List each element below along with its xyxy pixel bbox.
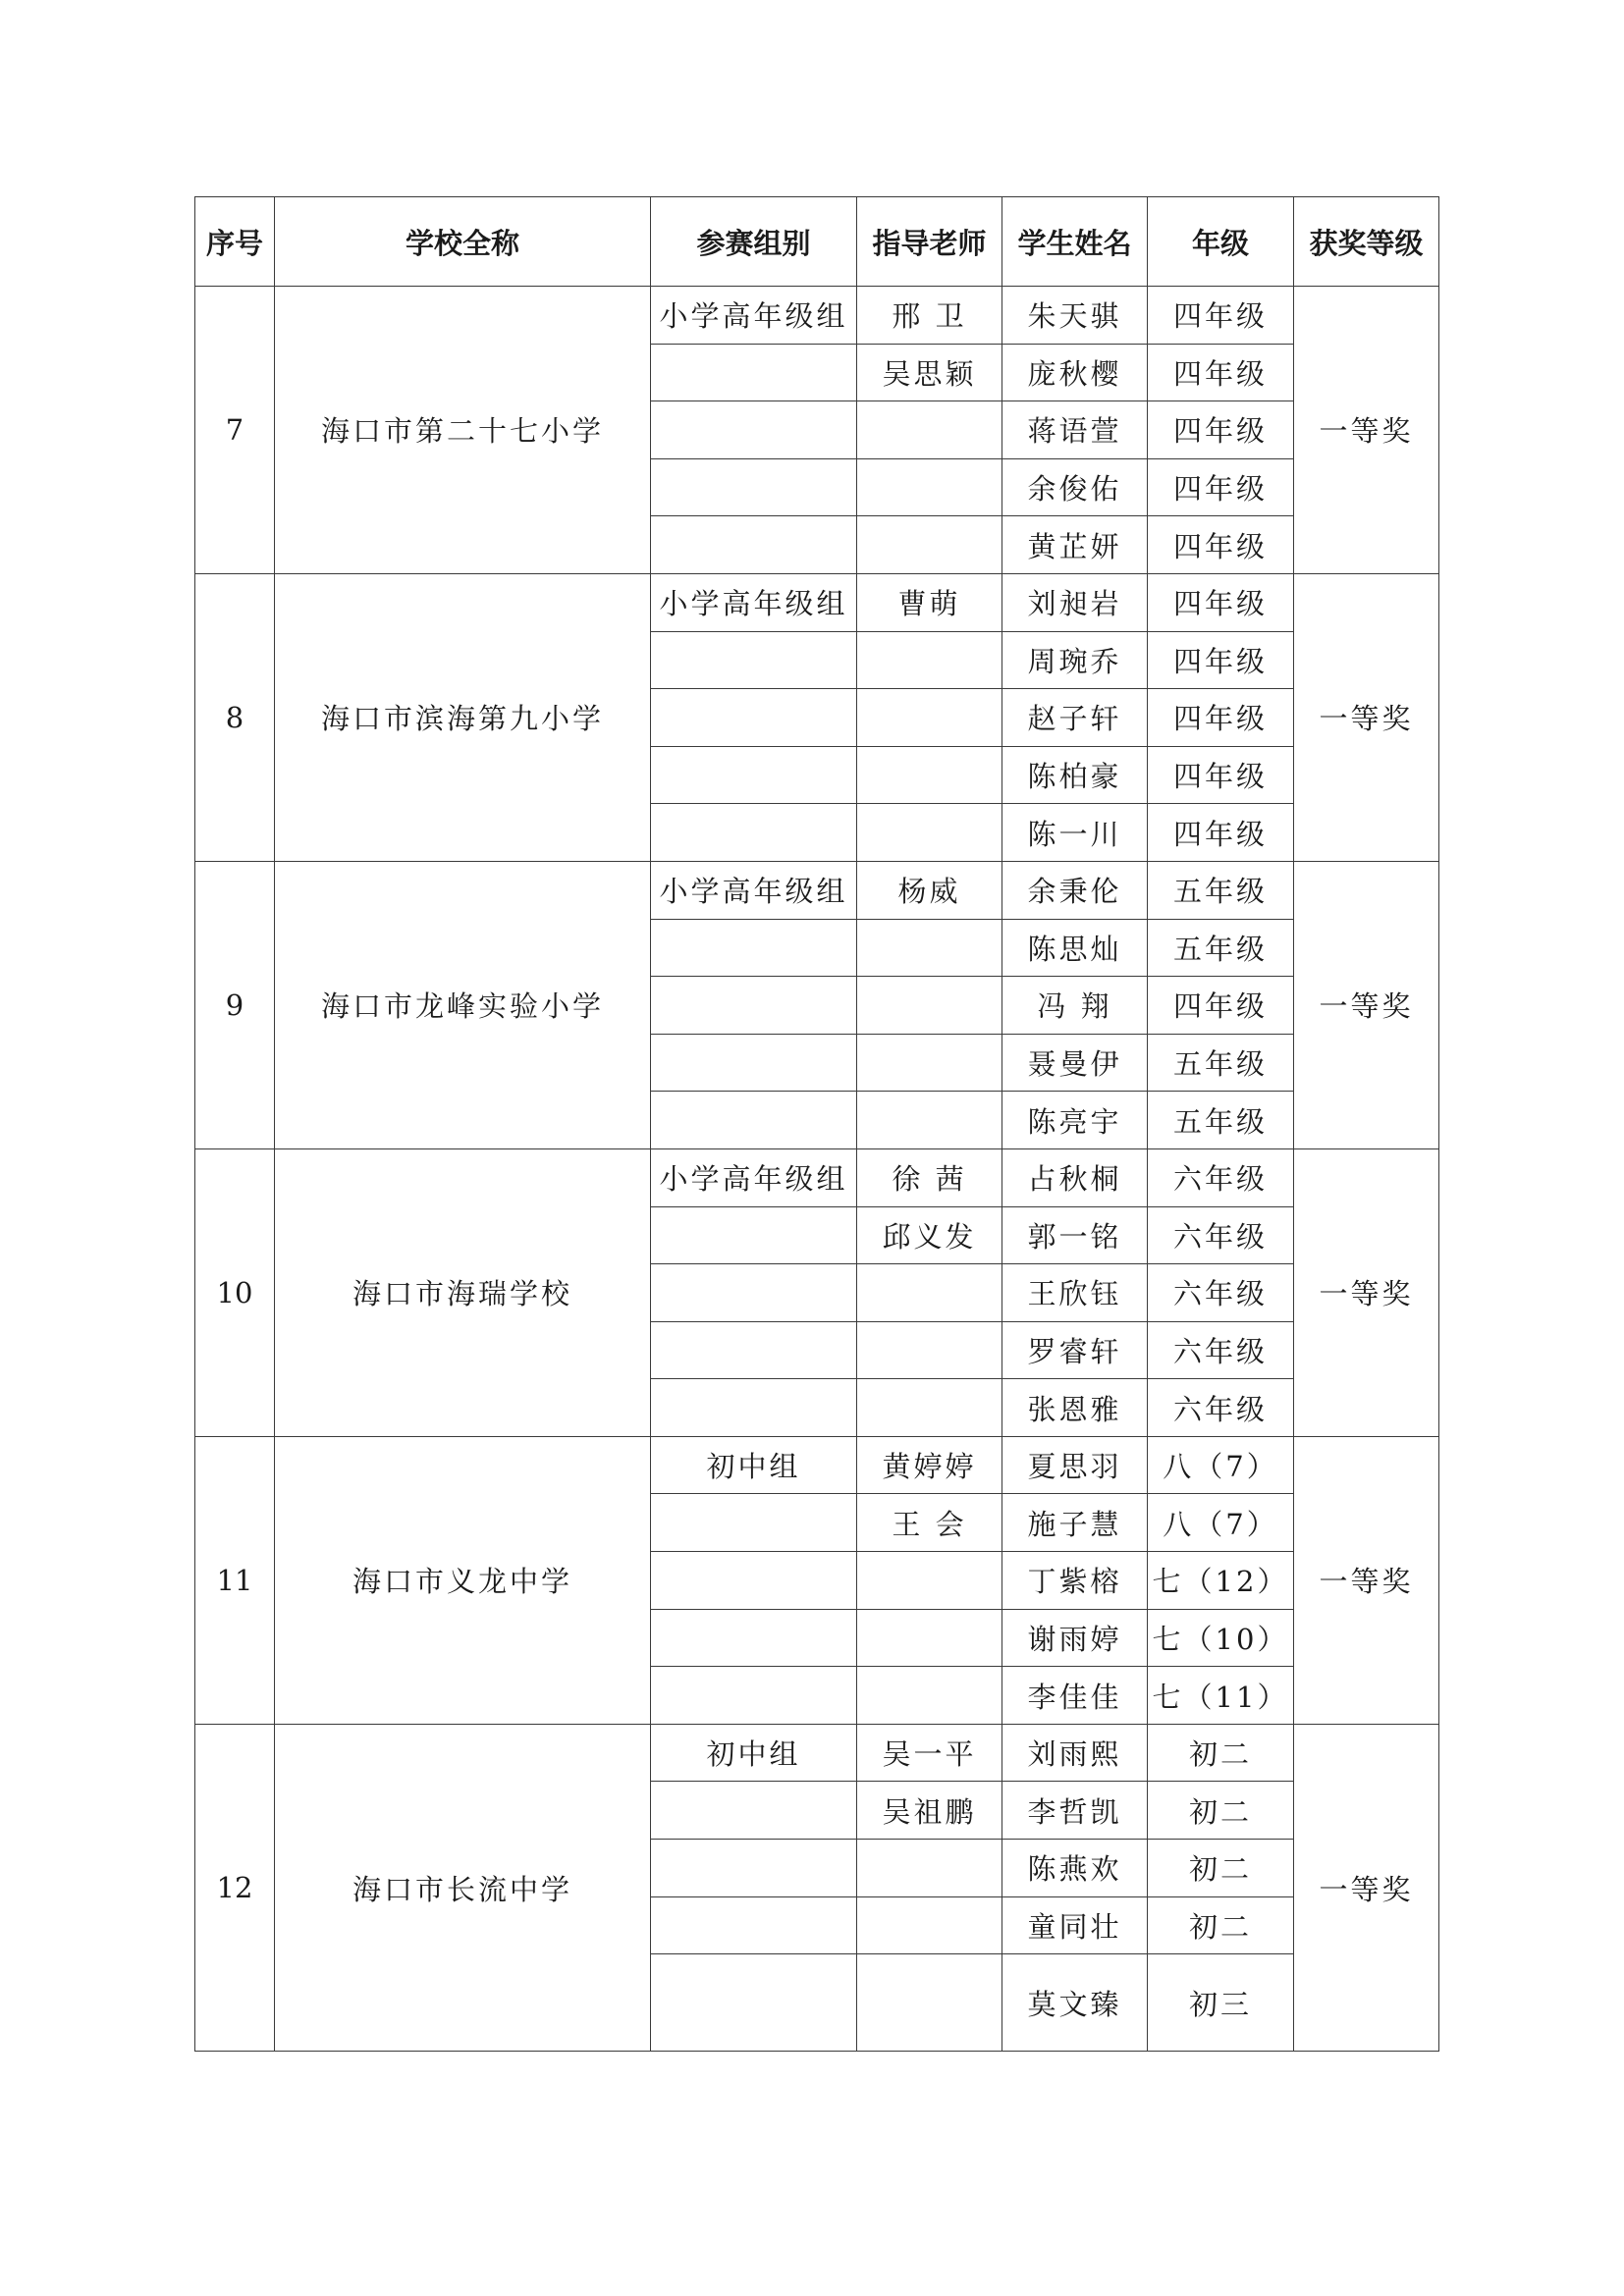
student-cell: 庞秋樱: [1002, 344, 1148, 401]
group-cell: [651, 746, 857, 804]
grade-cell: 六年级: [1148, 1148, 1294, 1206]
student-cell: 郭一铭: [1002, 1206, 1148, 1264]
group-cell: 小学高年级组: [651, 1148, 857, 1206]
teacher-cell: 杨威: [857, 861, 1002, 919]
group-cell: [651, 1552, 857, 1610]
grade-cell: 七（10）: [1148, 1609, 1294, 1667]
student-cell: 谢雨婷: [1002, 1609, 1148, 1667]
student-cell: 莫文臻: [1002, 1954, 1148, 2052]
group-cell: [651, 516, 857, 574]
teacher-cell: [857, 977, 1002, 1035]
award-cell: 一等奖: [1294, 287, 1439, 574]
teacher-cell: 曹萌: [857, 573, 1002, 631]
group-cell: [651, 919, 857, 977]
group-cell: 初中组: [651, 1724, 857, 1782]
group-cell: 小学高年级组: [651, 287, 857, 345]
grade-cell: 初二: [1148, 1782, 1294, 1840]
grade-cell: 六年级: [1148, 1321, 1294, 1379]
teacher-cell: [857, 689, 1002, 747]
student-cell: 陈思灿: [1002, 919, 1148, 977]
student-cell: 朱天骐: [1002, 287, 1148, 345]
student-cell: 陈柏豪: [1002, 746, 1148, 804]
seq-cell: 9: [195, 861, 275, 1148]
group-cell: [651, 1609, 857, 1667]
student-cell: 陈亮宇: [1002, 1092, 1148, 1149]
student-cell: 童同壮: [1002, 1896, 1148, 1954]
student-cell: 占秋桐: [1002, 1148, 1148, 1206]
teacher-cell: [857, 1092, 1002, 1149]
teacher-cell: [857, 919, 1002, 977]
teacher-cell: [857, 1034, 1002, 1092]
header-grade: 年级: [1148, 197, 1294, 287]
group-cell: [651, 631, 857, 689]
seq-cell: 12: [195, 1724, 275, 2051]
teacher-cell: [857, 1840, 1002, 1897]
group-cell: [651, 1954, 857, 2052]
student-cell: 周琬乔: [1002, 631, 1148, 689]
student-cell: 李佳佳: [1002, 1667, 1148, 1725]
teacher-cell: 吴思颖: [857, 344, 1002, 401]
grade-cell: 四年级: [1148, 344, 1294, 401]
school-cell: 海口市海瑞学校: [275, 1148, 651, 1436]
grade-cell: 六年级: [1148, 1379, 1294, 1437]
teacher-cell: [857, 804, 1002, 862]
group-cell: [651, 804, 857, 862]
school-cell: 海口市长流中学: [275, 1724, 651, 2051]
group-cell: 小学高年级组: [651, 573, 857, 631]
grade-cell: 初二: [1148, 1840, 1294, 1897]
teacher-cell: 王 会: [857, 1494, 1002, 1552]
teacher-cell: [857, 401, 1002, 459]
teacher-cell: 吴一平: [857, 1724, 1002, 1782]
award-cell: 一等奖: [1294, 1148, 1439, 1436]
grade-cell: 六年级: [1148, 1264, 1294, 1322]
teacher-cell: [857, 1264, 1002, 1322]
group-cell: 初中组: [651, 1436, 857, 1494]
grade-cell: 四年级: [1148, 287, 1294, 345]
seq-cell: 11: [195, 1436, 275, 1724]
table-row: [195, 573, 1439, 631]
award-table: [194, 196, 1439, 2052]
award-cell: 一等奖: [1294, 573, 1439, 861]
teacher-cell: 吴祖鹏: [857, 1782, 1002, 1840]
student-cell: 余俊佑: [1002, 458, 1148, 516]
teacher-cell: [857, 1552, 1002, 1610]
grade-cell: 五年级: [1148, 861, 1294, 919]
student-cell: 王欣钰: [1002, 1264, 1148, 1322]
student-cell: 罗睿轩: [1002, 1321, 1148, 1379]
table-body: [195, 287, 1439, 2052]
grade-cell: 八（7）: [1148, 1436, 1294, 1494]
teacher-cell: [857, 516, 1002, 574]
student-cell: 张恩雅: [1002, 1379, 1148, 1437]
group-cell: [651, 1264, 857, 1322]
header-award: 获奖等级: [1294, 197, 1439, 287]
group-cell: [651, 1379, 857, 1437]
group-cell: [651, 689, 857, 747]
teacher-cell: [857, 1667, 1002, 1725]
student-cell: 聂曼伊: [1002, 1034, 1148, 1092]
header-student: 学生姓名: [1002, 197, 1148, 287]
student-cell: 夏思羽: [1002, 1436, 1148, 1494]
award-cell: 一等奖: [1294, 1724, 1439, 2051]
header-row: [195, 197, 1439, 287]
student-cell: 丁紫榕: [1002, 1552, 1148, 1610]
group-cell: [651, 1321, 857, 1379]
grade-cell: 五年级: [1148, 1034, 1294, 1092]
teacher-cell: [857, 1896, 1002, 1954]
teacher-cell: 邢 卫: [857, 287, 1002, 345]
school-cell: 海口市滨海第九小学: [275, 573, 651, 861]
grade-cell: 四年级: [1148, 746, 1294, 804]
grade-cell: 四年级: [1148, 977, 1294, 1035]
teacher-cell: [857, 631, 1002, 689]
school-cell: 海口市第二十七小学: [275, 287, 651, 574]
student-cell: 陈燕欢: [1002, 1840, 1148, 1897]
table-header: [195, 197, 1439, 287]
group-cell: 小学高年级组: [651, 861, 857, 919]
grade-cell: 八（7）: [1148, 1494, 1294, 1552]
group-cell: [651, 1667, 857, 1725]
grade-cell: 初二: [1148, 1896, 1294, 1954]
student-cell: 施子慧: [1002, 1494, 1148, 1552]
group-cell: [651, 1896, 857, 1954]
student-cell: 刘雨熙: [1002, 1724, 1148, 1782]
table-row: [195, 1148, 1439, 1206]
student-cell: 余秉伦: [1002, 861, 1148, 919]
grade-cell: 四年级: [1148, 689, 1294, 747]
grade-cell: 初二: [1148, 1724, 1294, 1782]
student-cell: 蒋语萱: [1002, 401, 1148, 459]
grade-cell: 初三: [1148, 1954, 1294, 2052]
group-cell: [651, 344, 857, 401]
award-cell: 一等奖: [1294, 1436, 1439, 1724]
grade-cell: 四年级: [1148, 516, 1294, 574]
student-cell: 黄芷妍: [1002, 516, 1148, 574]
table-row: [195, 1436, 1439, 1494]
group-cell: [651, 1034, 857, 1092]
teacher-cell: 邱义发: [857, 1206, 1002, 1264]
student-cell: 陈一川: [1002, 804, 1148, 862]
group-cell: [651, 1840, 857, 1897]
student-cell: 刘昶岩: [1002, 573, 1148, 631]
teacher-cell: 徐 茜: [857, 1148, 1002, 1206]
group-cell: [651, 401, 857, 459]
teacher-cell: [857, 458, 1002, 516]
header-teacher: 指导老师: [857, 197, 1002, 287]
seq-cell: 8: [195, 573, 275, 861]
award-cell: 一等奖: [1294, 861, 1439, 1148]
group-cell: [651, 1782, 857, 1840]
teacher-cell: [857, 1321, 1002, 1379]
grade-cell: 五年级: [1148, 1092, 1294, 1149]
grade-cell: 四年级: [1148, 458, 1294, 516]
group-cell: [651, 1494, 857, 1552]
teacher-cell: [857, 1954, 1002, 2052]
school-cell: 海口市龙峰实验小学: [275, 861, 651, 1148]
student-cell: 李哲凯: [1002, 1782, 1148, 1840]
grade-cell: 四年级: [1148, 804, 1294, 862]
teacher-cell: [857, 1379, 1002, 1437]
table-row: [195, 861, 1439, 919]
teacher-cell: [857, 746, 1002, 804]
grade-cell: 六年级: [1148, 1206, 1294, 1264]
school-cell: 海口市义龙中学: [275, 1436, 651, 1724]
student-cell: 冯 翔: [1002, 977, 1148, 1035]
header-school: 学校全称: [275, 197, 651, 287]
grade-cell: 七（11）: [1148, 1667, 1294, 1725]
group-cell: [651, 1206, 857, 1264]
header-seq: 序号: [195, 197, 275, 287]
student-cell: 赵子轩: [1002, 689, 1148, 747]
table-row: [195, 287, 1439, 345]
teacher-cell: [857, 1609, 1002, 1667]
group-cell: [651, 458, 857, 516]
group-cell: [651, 977, 857, 1035]
grade-cell: 四年级: [1148, 631, 1294, 689]
grade-cell: 四年级: [1148, 573, 1294, 631]
teacher-cell: 黄婷婷: [857, 1436, 1002, 1494]
grade-cell: 五年级: [1148, 919, 1294, 977]
seq-cell: 10: [195, 1148, 275, 1436]
grade-cell: 四年级: [1148, 401, 1294, 459]
seq-cell: 7: [195, 287, 275, 574]
header-group: 参赛组别: [651, 197, 857, 287]
grade-cell: 七（12）: [1148, 1552, 1294, 1610]
group-cell: [651, 1092, 857, 1149]
table-row: [195, 1724, 1439, 1782]
